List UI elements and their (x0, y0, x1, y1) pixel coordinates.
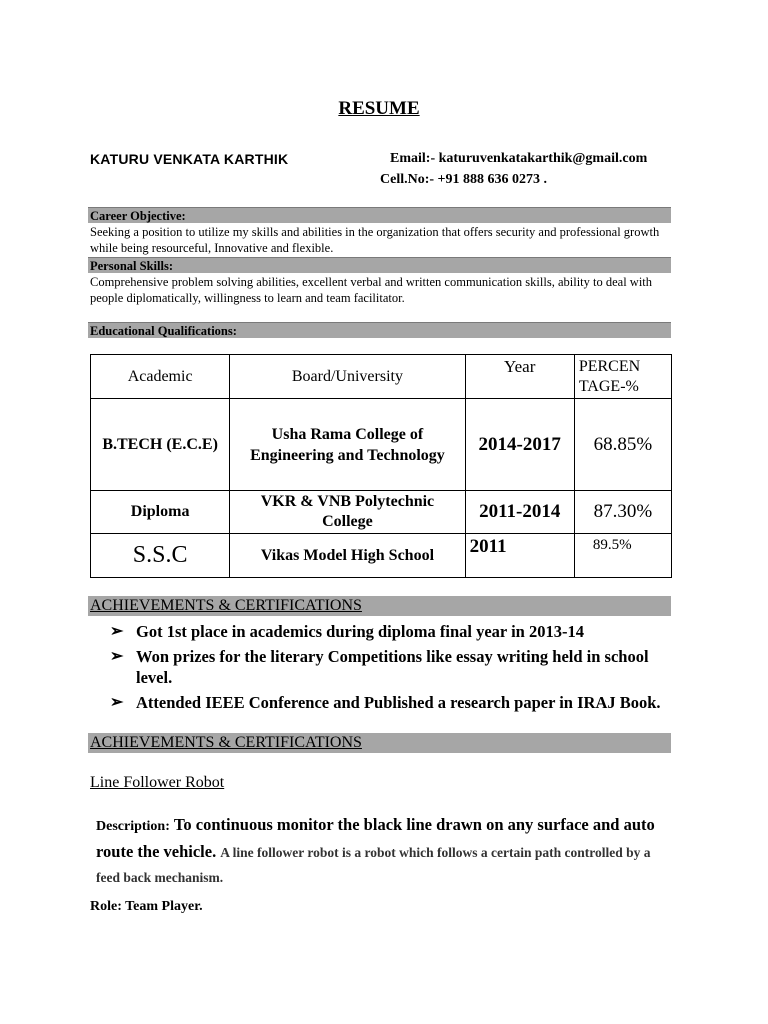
description-detail: A line follower robot is a robot which follows a certain path controlled by a feed back mechanism. (96, 845, 651, 885)
projects-heading (88, 733, 671, 753)
academic-cell: B.TECH (E.C.E) (91, 399, 230, 491)
year-cell: 2014-2017 (465, 399, 574, 491)
description-main: To continuous monitor the black line drawn on any surface and auto route the vehicle. (96, 815, 655, 861)
year-cell: 2011 (465, 534, 574, 578)
column-header: PERCEN TAGE-% (574, 355, 671, 399)
cell-line: Cell.No:- +91 888 636 0273 . (380, 172, 548, 187)
table-row (91, 491, 672, 534)
table-row (91, 399, 672, 491)
academic-cell: S.S.C (91, 534, 230, 578)
list-item (110, 646, 670, 688)
personal-skills-heading: Personal Skills: (88, 257, 671, 273)
achievements-list (110, 621, 670, 717)
table-row (91, 534, 672, 578)
career-objective-heading: Career Objective: (88, 207, 671, 223)
board-cell: VKR & VNB Polytechnic College (230, 491, 465, 534)
projects-heading-text: ACHIEVEMENTS & CERTIFICATIONS (90, 734, 362, 751)
table-header-row (91, 355, 672, 399)
candidate-name: KATURU VENKATA KARTHIK (90, 151, 289, 167)
percentage-cell: 68.85% (574, 399, 671, 491)
board-cell: Usha Rama College of Engineering and Technology (230, 399, 465, 491)
career-objective-text: Seeking a position to utilize my skills and abilities in the organization that offers security and professional growth while being resourceful, Innovative and flexible. (90, 225, 660, 255)
academic-cell: Diploma (91, 491, 230, 534)
percentage-cell: 89.5% (574, 534, 671, 578)
education-heading: Educational Qualifications: (88, 322, 671, 338)
arrow-bullet-icon: ➢ (110, 648, 124, 665)
list-item (110, 692, 670, 713)
personal-skills-text: Comprehensive problem solving abilities, excellent verbal and written communication skills, ability to deal with people diplomatically, willingness to learn and team facilitator. (90, 275, 653, 305)
resume-title: RESUME (338, 98, 420, 119)
education-table (90, 354, 672, 578)
description-label: Description: (96, 819, 170, 834)
list-item (110, 621, 670, 642)
achievements-heading-text: ACHIEVEMENTS & CERTIFICATIONS (90, 597, 362, 614)
column-header: Academic (91, 355, 230, 399)
project-title: Line Follower Robot (90, 774, 225, 791)
achievement-text: Won prizes for the literary Competitions like essay writing held in school level. (136, 647, 649, 687)
project-role: Role: Team Player. (90, 899, 203, 914)
column-header: Year (465, 355, 574, 399)
achievements-heading (88, 596, 671, 616)
board-cell: Vikas Model High School (230, 534, 465, 578)
achievement-text: Attended IEEE Conference and Published a research paper in IRAJ Book. (136, 693, 661, 712)
percentage-cell: 87.30% (574, 491, 671, 534)
arrow-bullet-icon: ➢ (110, 694, 124, 711)
year-cell: 2011-2014 (465, 491, 574, 534)
email-line: Email:- katuruvenkatakarthik@gmail.com (390, 151, 648, 166)
project-description (96, 812, 676, 890)
achievement-text: Got 1st place in academics during diploma final year in 2013-14 (136, 622, 584, 641)
column-header: Board/University (230, 355, 465, 399)
arrow-bullet-icon: ➢ (110, 623, 124, 640)
